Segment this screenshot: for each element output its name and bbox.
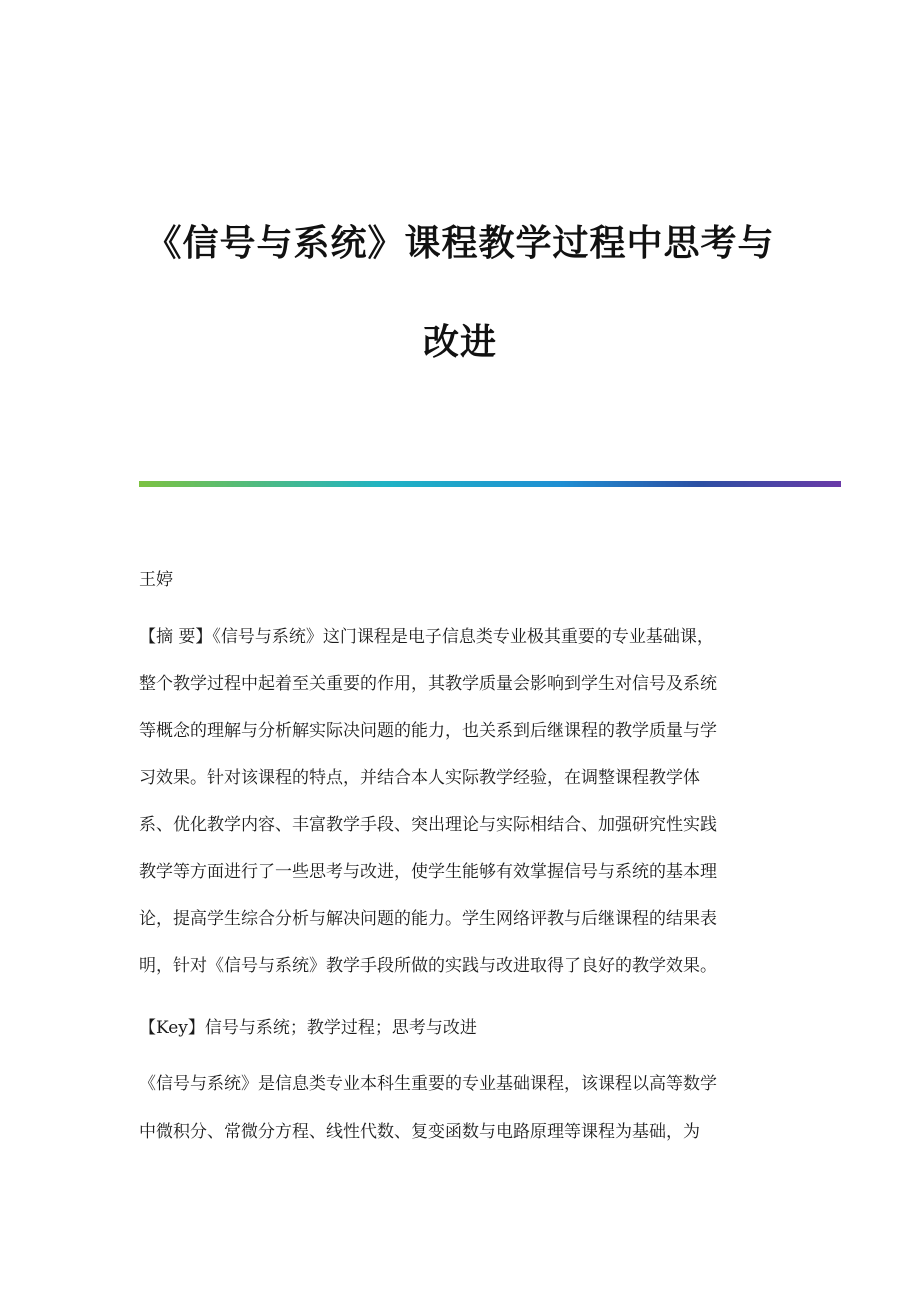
title-line-1: 《信号与系统》课程教学过程中思考与 (145, 223, 775, 264)
abstract-line: 整个教学过程中起着至关重要的作用，其教学质量会影响到学生对信号及系统 (139, 674, 717, 694)
abstract-line: 等概念的理解与分析解实际决问题的能力，也关系到后继课程的教学质量与学 (139, 721, 717, 741)
abstract-line: 【摘 要】《信号与系统》这门课程是电子信息类专业极其重要的专业基础课， (139, 627, 714, 647)
abstract-line: 习效果。针对该课程的特点，并结合本人实际教学经验，在调整课程教学体 (139, 768, 700, 788)
abstract-line: 论，提高学生综合分析与解决问题的能力。学生网络评教与后继课程的结果表 (139, 909, 717, 929)
body-line: 中微积分、常微分方程、线性代数、复变函数与电路原理等课程为基础，为 (139, 1122, 700, 1142)
title-line-2: 改进 (422, 322, 497, 363)
abstract-line: 明，针对《信号与系统》教学手段所做的实践与改进取得了良好的教学效果。 (139, 956, 717, 976)
abstract-line: 系、优化教学内容、丰富教学手段、突出理论与实际相结合、加强研究性实践 (139, 815, 717, 835)
keywords-line: 【Key】信号与系统；教学过程；思考与改进 (139, 1018, 477, 1038)
author-name: 王婷 (139, 570, 173, 590)
abstract-line: 教学等方面进行了一些思考与改进，使学生能够有效掌握信号与系统的基本理 (139, 862, 717, 882)
gradient-divider (139, 481, 841, 487)
body-line: 《信号与系统》是信息类专业本科生重要的专业基础课程，该课程以高等数学 (139, 1074, 717, 1094)
